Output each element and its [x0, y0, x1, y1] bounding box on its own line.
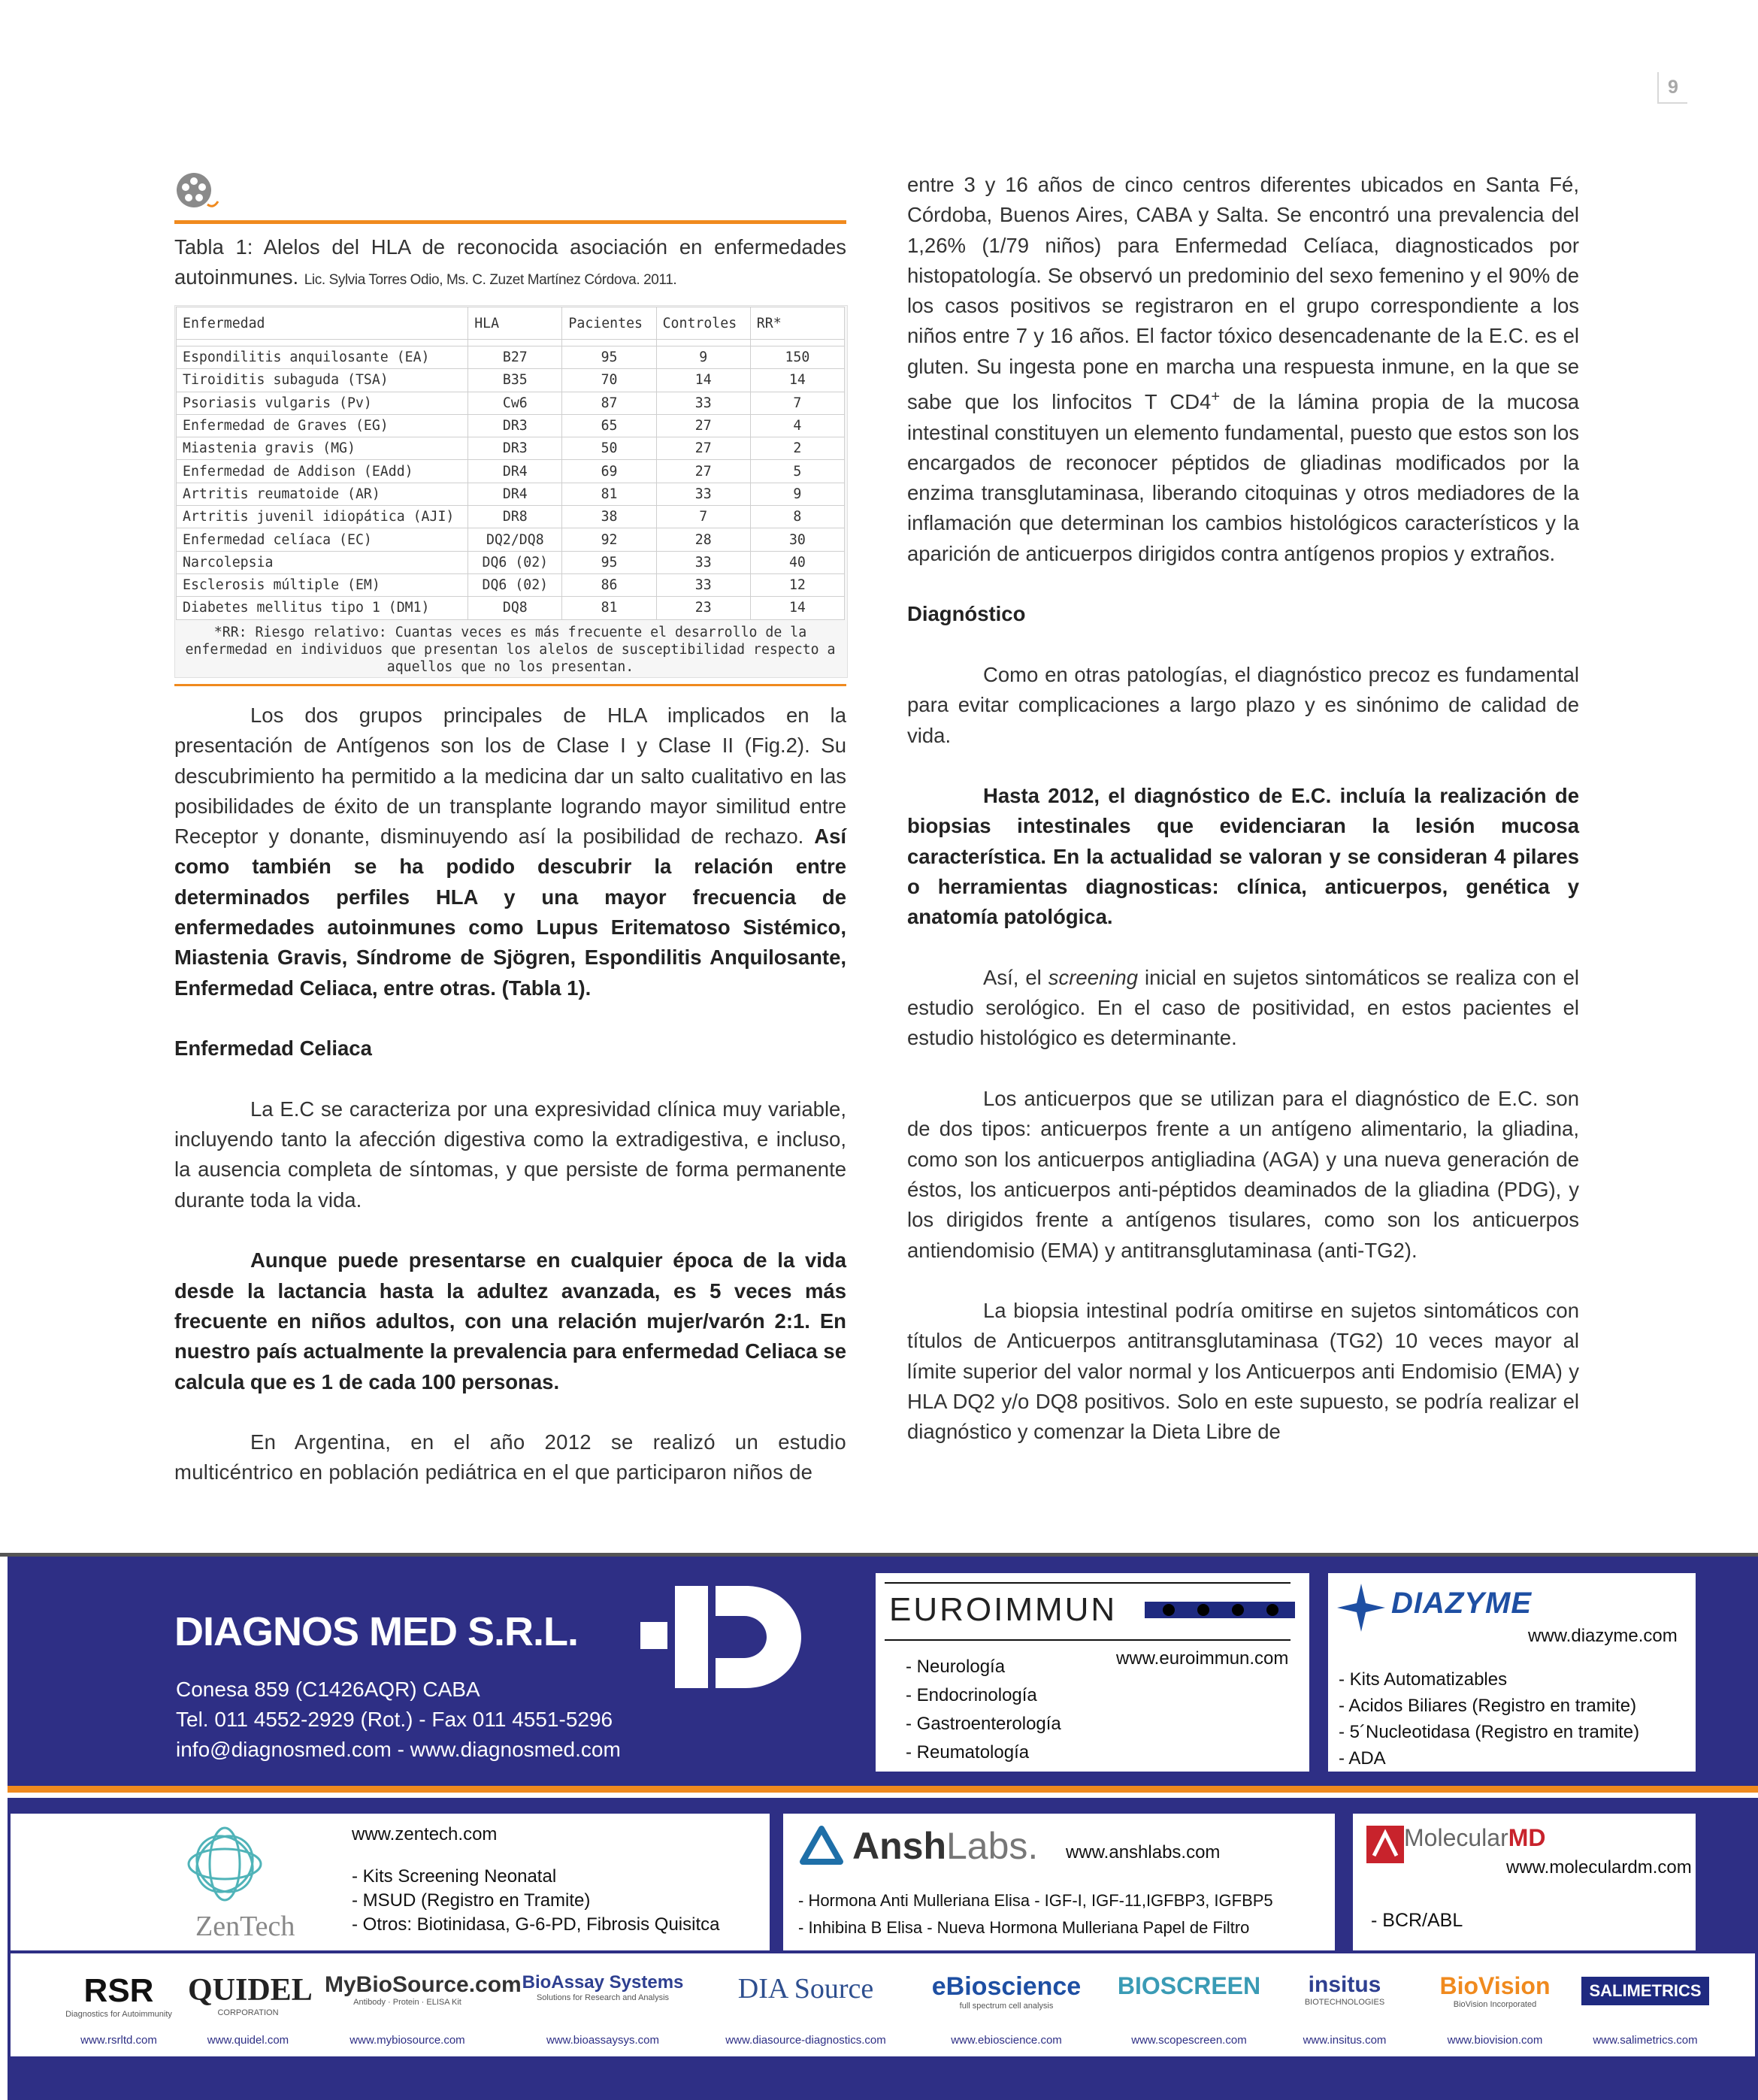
moleculardm-logo — [1404, 1824, 1545, 1852]
brand-subtitle: CORPORATION — [217, 2008, 279, 2017]
value-cell: 38 — [562, 506, 656, 528]
brand-name: QUIDEL — [188, 1973, 313, 2008]
value-cell: 4 — [750, 414, 844, 437]
table-row — [177, 392, 845, 414]
table-spacer-row — [177, 340, 845, 346]
table-header-row — [177, 307, 845, 340]
paragraph: La E.C se caracteriza por una expresividad clínica muy variable, incluyendo tanto la afección digestiva como la extradigestiva, e incluso, la ausencia completa de síntomas, y que persiste de forma permanente durante toda la vida. — [174, 1097, 846, 1212]
zentech-logo-icon — [183, 1823, 266, 1909]
value-cell: DQ2/DQ8 — [468, 528, 562, 551]
list-item: - Endocrinología — [906, 1685, 1037, 1705]
brand-url[interactable]: www.insitus.com — [1303, 2034, 1387, 2047]
anshlabs-list — [798, 1887, 1273, 1941]
paragraph — [907, 170, 1579, 569]
value-cell: DR4 — [468, 483, 562, 505]
value-cell: 70 — [562, 369, 656, 392]
value-cell: 27 — [656, 460, 750, 483]
disease-cell: Enfermedad de Addison (EAdd) — [177, 460, 468, 483]
moleculardm-url[interactable]: www.moleculardm.com — [1506, 1857, 1692, 1878]
anshlabs-logo — [852, 1824, 1038, 1868]
brand-name: RSR — [83, 1972, 154, 2009]
hla-table — [176, 307, 845, 620]
diazyme-star-icon — [1337, 1584, 1385, 1636]
column-header: HLA — [468, 307, 562, 340]
column-header: RR* — [750, 307, 844, 340]
zentech-logo-text: ZenTech — [195, 1911, 295, 1942]
value-cell: 27 — [656, 437, 750, 460]
column-header: Pacientes — [562, 307, 656, 340]
value-cell: B35 — [468, 369, 562, 392]
moleculardm-logo-a: Molecular — [1404, 1824, 1508, 1851]
table-row — [177, 597, 845, 619]
table-footnote: *RR: Riesgo relativo: Cuantas veces es más frecuente el desarrollo de la enfermedad en individuos que presentan los alelos de susceptibilidad respecto a aquellos que no los presentan. — [185, 625, 836, 675]
value-cell: 33 — [656, 573, 750, 596]
table-row — [177, 506, 845, 528]
list-item: - Hormona Anti Mulleriana Elisa - IGF-I, IGF-11,IGFBP3, IGFBP5 — [798, 1891, 1273, 1910]
brand-logo[interactable] — [920, 1962, 1093, 2052]
diazyme-logo: DIAZYME — [1391, 1587, 1532, 1620]
brand-url[interactable]: www.quidel.com — [207, 2034, 289, 2047]
brand-subtitle: full spectrum cell analysis — [959, 2002, 1054, 2011]
brand-url[interactable]: www.mybiosource.com — [349, 2034, 465, 2047]
value-cell: 40 — [750, 551, 844, 573]
diazyme-list — [1339, 1666, 1639, 1772]
value-cell: DR3 — [468, 437, 562, 460]
brand-logo[interactable] — [59, 1962, 179, 2052]
paragraph: En Argentina, en el año 2012 se realizó un estudio multicéntrico en población pediátrica en el que participaron niños de — [174, 1430, 846, 1484]
disease-cell: Diabetes mellitus tipo 1 (DM1) — [177, 597, 468, 619]
brand-logo[interactable] — [188, 1962, 313, 2052]
anshlabs-logo-b: Labs. — [946, 1825, 1039, 1867]
anshlabs-box — [783, 1814, 1335, 1950]
disease-cell: Esclerosis múltiple (EM) — [177, 573, 468, 596]
value-cell: 150 — [750, 346, 844, 369]
value-cell: 33 — [656, 392, 750, 414]
disease-cell: Miastenia gravis (MG) — [177, 437, 468, 460]
moleculardm-item: - BCR/ABL — [1371, 1910, 1463, 1931]
paragraph: Los anticuerpos que se utilizan para el diagnóstico de E.C. son de dos tipos: anticuerpos frente a un antígeno alimentario, la gliadina, como son los anticuerpos antigliadina (AGA) y una nueva generación de éstos, los anticuerpos anti-péptidos deaminados de la gliadina (PDG), y los dirigidos frente a antígenos tisulares, como son los anticuerpos antiendomisio (EMA) y antitransglutaminasa (anti-TG2). — [907, 1087, 1579, 1262]
table-row — [177, 369, 845, 392]
anshlabs-triangle-icon — [801, 1827, 842, 1867]
value-cell: 27 — [656, 414, 750, 437]
brand-name: insitus — [1308, 1972, 1381, 1997]
paragraph-text: Los dos grupos principales de HLA implicados en la presentación de Antígenos son los de Clase I y Clase II (Fig.2). Su descubrimiento ha permitido a la medicina dar un salto cualitativo en las posibilidades de éxito de un transplante logrando mayor similitud entre Receptor y donante, disminuyendo así la posibilidad de rechazo. — [174, 704, 846, 849]
disease-cell: Artritis reumatoide (AR) — [177, 483, 468, 505]
value-cell: 87 — [562, 392, 656, 414]
paragraph — [174, 701, 846, 1003]
zentech-box — [11, 1814, 770, 1950]
brand-logo[interactable] — [505, 1962, 700, 2052]
value-cell: 5 — [750, 460, 844, 483]
brand-url[interactable]: www.ebioscience.com — [951, 2034, 1062, 2047]
moleculardm-box — [1353, 1814, 1696, 1950]
table-row — [177, 460, 845, 483]
brand-url[interactable]: www.bioassaysys.com — [546, 2034, 660, 2047]
brand-subtitle: Solutions for Research and Analysis — [536, 1993, 670, 2002]
table-row — [177, 414, 845, 437]
table-caption-text: Tabla 1: Alelos del HLA de reconocida asociación en enfermedades autoinmunes. — [174, 235, 846, 289]
brand-logo[interactable] — [1288, 1962, 1401, 2052]
euroimmun-list — [906, 1653, 1061, 1767]
list-item: - Otros: Biotinidasa, G-6-PD, Fibrosis Quisitca — [352, 1914, 720, 1935]
list-item: - Kits Automatizables — [1339, 1669, 1508, 1690]
value-cell: 7 — [750, 392, 844, 414]
anshlabs-logo-a: Ansh — [852, 1825, 946, 1867]
value-cell: 14 — [656, 369, 750, 392]
value-cell: 81 — [562, 597, 656, 619]
value-cell: 23 — [656, 597, 750, 619]
value-cell: DQ8 — [468, 597, 562, 619]
brand-subtitle: BIOTECHNOLOGIES — [1304, 1998, 1385, 2007]
euroimmun-box — [876, 1573, 1309, 1772]
diazyme-box — [1328, 1573, 1696, 1772]
paragraph: Como en otras patologías, el diagnóstico precoz es fundamental para evitar complicaciones a largo plazo y es sinónimo de calidad de vida. — [907, 662, 1579, 747]
paragraph-bold: Aunque puede presentarse en cualquier época de la vida desde la lactancia hasta la adultez avanzada, es 5 veces más frecuente en niños adultos, con una relación mujer/varón 2:1. En nuestro país actualmente la prevalencia para enfermedad Celiaca se calcula que es 1 de cada 100 personas. — [174, 1248, 846, 1393]
paragraph-text: de la lámina propia de la mucosa intestinal constituyen un elemento fundamental, puesto que estos son los encargados de reconocer péptidos de gliadinas modificados por la enzima transglutaminasa, liberando citoquinas y otros mediadores de la inflamación que determinan los cambios histológicos característicos y la aparición de anticuerpos dirigidos contra antígenos propios y extraños. — [907, 390, 1579, 565]
brand-logo[interactable] — [325, 1962, 522, 2052]
brand-url[interactable]: www.salimetrics.com — [1593, 2034, 1698, 2047]
value-cell: 33 — [656, 551, 750, 573]
disease-cell: Artritis juvenil idiopática (AJI) — [177, 506, 468, 528]
list-item: - ADA — [1339, 1748, 1386, 1769]
value-cell: 9 — [750, 483, 844, 505]
table-row — [177, 551, 845, 573]
value-cell: DR3 — [468, 414, 562, 437]
value-cell: DR4 — [468, 460, 562, 483]
table-citation: Lic. Sylvia Torres Odio, Ms. C. Zuzet Martínez Córdova. 2011. — [304, 272, 677, 288]
list-item: - Inhibina B Elisa - Nueva Hormona Mulleriana Papel de Filtro — [798, 1918, 1250, 1937]
list-item: - Acidos Biliares (Registro en tramite) — [1339, 1696, 1637, 1716]
value-cell: 33 — [656, 483, 750, 505]
brand-logo[interactable] — [1581, 1962, 1709, 2052]
disease-cell: Espondilitis anquilosante (EA) — [177, 346, 468, 369]
diazyme-url[interactable]: www.diazyme.com — [1528, 1626, 1678, 1646]
table-row — [177, 528, 845, 551]
paragraph — [907, 963, 1579, 1054]
value-cell: 95 — [562, 551, 656, 573]
brand-logo[interactable] — [723, 1962, 888, 2052]
paragraph-bold: Hasta 2012, el diagnóstico de E.C. incluía la realización de biopsias intestinales que evidenciaran la lesión mucosa característica. En la actualidad se valoran y se consideran 4 pilares o herramientas diagnosticas: clínica, anticuerpos, genética y anatomía patológica. — [907, 784, 1579, 929]
diagnos-address: Conesa 859 (C1426AQR) CABA — [176, 1678, 480, 1701]
paragraph: La biopsia intestinal podría omitirse en sujetos sintomáticos con títulos de Anticuerpos antitransglutaminasa (TG2) 10 veces mayor al límite superior del valor normal y los Anticuerpos anti Endomisio (EMA) y HLA DQ2 y/o DQ8 positivos. Solo en este supuesto, se podría realizar el diagnóstico y comenzar la Dieta Libre de — [907, 1299, 1579, 1444]
page-number: 9 — [1657, 72, 1687, 104]
brand-name: BioVision — [1439, 1972, 1551, 1999]
value-cell: DQ6 (02) — [468, 573, 562, 596]
brand-name: MyBioSource.com — [325, 1972, 522, 1997]
value-cell: 30 — [750, 528, 844, 551]
section-heading-celiaca: Enfermedad Celiaca — [174, 1036, 372, 1061]
zentech-url[interactable]: www.zentech.com — [352, 1824, 498, 1844]
value-cell: 95 — [562, 346, 656, 369]
brand-name: DIA Source — [737, 1973, 874, 2005]
italic-text: screening — [1048, 965, 1138, 989]
brand-subtitle: Diagnostics for Autoimmunity — [65, 2010, 172, 2019]
value-cell: 8 — [750, 506, 844, 528]
brand-name: BIOSCREEN — [1117, 1972, 1261, 1999]
brand-subtitle: BioVision Incorporated — [1453, 2000, 1537, 2009]
anshlabs-url[interactable]: www.anshlabs.com — [1066, 1842, 1221, 1862]
paragraph-text: inicial en sujetos sintomáticos se realiza con el estudio serológico. En el caso de positividad, en estos pacientes el estudio histológico es determinante. — [907, 965, 1579, 1050]
diagnos-med-logo — [640, 1584, 803, 1693]
column-header: Enfermedad — [177, 307, 468, 340]
table-row — [177, 437, 845, 460]
euroimmun-logo-bar — [1145, 1602, 1295, 1618]
zentech-list — [352, 1865, 719, 1937]
value-cell: 9 — [656, 346, 750, 369]
list-item: - Reumatología — [906, 1742, 1030, 1763]
moleculardm-logo-b: MD — [1508, 1824, 1546, 1851]
brand-url[interactable]: www.diasource-diagnostics.com — [725, 2034, 886, 2047]
brand-url[interactable]: www.biovision.com — [1447, 2034, 1543, 2047]
brand-url[interactable]: www.rsrltd.com — [80, 2034, 157, 2047]
table-caption — [174, 232, 846, 295]
paragraph-text: entre 3 y 16 años de cinco centros diferentes ubicados en Santa Fé, Córdoba, Buenos Aires, CABA y Salta. Se encontró una prevalencia del 1,26% (1/79 niños) para Enfermedad Celíaca, diagnosticados por histopatología. Se observó un predominio del sexo femenino y el 90% de los casos positivos se registraron en el grupo correspondiente a los niños entre 7 y 16 años. El factor tóxico desencadenante de la E.C. es el gluten. Su ingesta pone en marcha una respuesta inmune, en la que se sabe que los linfocitos T CD4 — [907, 173, 1579, 414]
table-bottom-rule — [174, 684, 846, 686]
value-cell: 65 — [562, 414, 656, 437]
euroimmun-url[interactable]: www.euroimmun.com — [1116, 1648, 1289, 1669]
value-cell: B27 — [468, 346, 562, 369]
diagnos-contact: info@diagnosmed.com - www.diagnosmed.com — [176, 1738, 621, 1761]
brand-logo[interactable] — [1114, 1962, 1264, 2052]
superscript: + — [1211, 389, 1221, 406]
table-row — [177, 483, 845, 505]
value-cell: 86 — [562, 573, 656, 596]
brand-url[interactable]: www.scopescreen.com — [1131, 2034, 1247, 2047]
paragraph-text: Así, el — [983, 965, 1048, 989]
paragraph-bold-text: Así como también se ha podido descubrir la relación entre determinados perfiles HLA y una mayor frecuencia de enfermedades autoinmunes como Lupus Eritematoso Sistémico, Miastenia Gravis, Síndrome de Sjögren, Espondilitis Anquilosante, Enfermedad Celiaca, entre otras. (Tabla 1). — [174, 825, 847, 1000]
disease-cell: Psoriasis vulgaris (Pv) — [177, 392, 468, 414]
column-header: Controles — [656, 307, 750, 340]
value-cell: 14 — [750, 369, 844, 392]
value-cell: 12 — [750, 573, 844, 596]
value-cell: 14 — [750, 597, 844, 619]
value-cell: 81 — [562, 483, 656, 505]
film-reel-icon — [174, 171, 221, 210]
brand-subtitle: Antibody · Protein · ELISA Kit — [353, 1998, 461, 2007]
value-cell: 7 — [656, 506, 750, 528]
section-heading-diagnostico: Diagnóstico — [907, 602, 1026, 626]
table-row — [177, 573, 845, 596]
brand-row — [11, 1962, 1755, 2052]
moleculardm-icon — [1366, 1826, 1404, 1867]
value-cell: Cw6 — [468, 392, 562, 414]
list-item: - Neurología — [906, 1657, 1006, 1677]
value-cell: 50 — [562, 437, 656, 460]
value-cell: 69 — [562, 460, 656, 483]
column-left — [174, 701, 846, 1488]
disease-cell: Enfermedad celíaca (EC) — [177, 528, 468, 551]
value-cell: 2 — [750, 437, 844, 460]
brand-logo[interactable] — [1431, 1962, 1559, 2052]
disease-cell: Narcolepsia — [177, 551, 468, 573]
euroimmun-logo: EUROIMMUN — [889, 1591, 1118, 1628]
brand-name: BioAssay Systems — [522, 1972, 684, 1993]
table-top-rule — [174, 220, 846, 224]
table-row — [177, 346, 845, 369]
diagnos-med-name: DIAGNOS MED S.R.L. — [174, 1609, 579, 1654]
list-item: - Gastroenterología — [906, 1714, 1061, 1734]
value-cell: DR8 — [468, 506, 562, 528]
brand-name: SALIMETRICS — [1581, 1977, 1709, 2005]
list-item: - MSUD (Registro en Tramite) — [352, 1890, 591, 1911]
ad-orange-stripe — [8, 1786, 1758, 1793]
diagnos-phone: Tel. 011 4552-2929 (Rot.) - Fax 011 4551-5296 — [176, 1708, 613, 1731]
list-item: - Kits Screening Neonatal — [352, 1866, 557, 1887]
value-cell: 28 — [656, 528, 750, 551]
disease-cell: Tiroiditis subaguda (TSA) — [177, 369, 468, 392]
value-cell: DQ6 (02) — [468, 551, 562, 573]
disease-cell: Enfermedad de Graves (EG) — [177, 414, 468, 437]
value-cell: 92 — [562, 528, 656, 551]
list-item: - 5´Nucleotidasa (Registro en tramite) — [1339, 1722, 1640, 1742]
brand-name: eBioscience — [931, 1972, 1082, 2001]
column-right — [907, 170, 1579, 1448]
